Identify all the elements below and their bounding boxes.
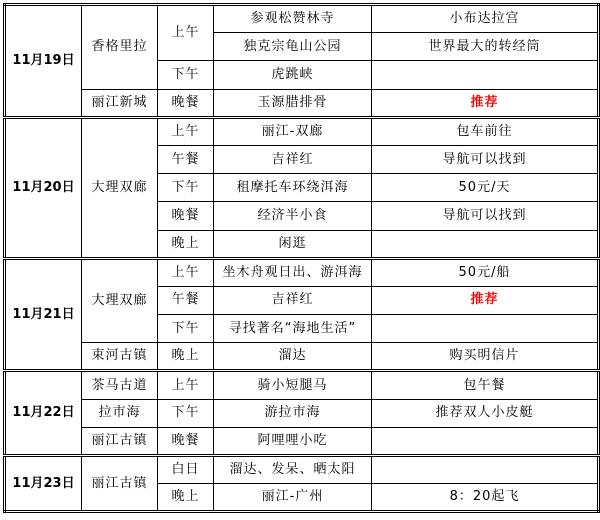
period-cell: 上午	[158, 117, 214, 145]
period-cell: 下午	[158, 174, 214, 202]
table-row	[5, 5, 599, 33]
activity-cell: 闲逛	[214, 230, 372, 258]
activity-cell: 独克宗龟山公园	[214, 33, 372, 61]
location-cell: 丽江新城	[82, 89, 158, 117]
activity-cell: 玉源腊排骨	[214, 89, 372, 117]
table-row	[5, 371, 599, 399]
activity-cell: 丽江-双廊	[214, 117, 372, 145]
period-cell: 上午	[158, 5, 214, 61]
table-row	[5, 343, 599, 371]
note-cell: 世界最大的转经筒	[372, 33, 599, 61]
note-cell	[372, 456, 599, 484]
activity-cell: 虎跳峡	[214, 61, 372, 89]
date-cell: 11月20日	[5, 117, 82, 258]
location-cell: 拉市海	[82, 399, 158, 427]
table-row	[5, 427, 599, 455]
activity-cell: 溜达、发呆、晒太阳	[214, 456, 372, 484]
period-cell: 上午	[158, 371, 214, 399]
activity-cell: 丽江-广州	[214, 484, 372, 512]
activity-cell: 租摩托车环绕洱海	[214, 174, 372, 202]
activity-cell: 吉祥红	[214, 145, 372, 173]
note-cell: 购买明信片	[372, 343, 599, 371]
activity-cell: 经济半小食	[214, 202, 372, 230]
note-cell	[372, 315, 599, 343]
period-cell: 下午	[158, 399, 214, 427]
note-cell: 导航可以找到	[372, 202, 599, 230]
activity-cell: 坐木舟观日出、游洱海	[214, 258, 372, 286]
date-cell: 11月19日	[5, 5, 82, 118]
location-cell: 大理双廊	[82, 117, 158, 258]
period-cell: 下午	[158, 61, 214, 89]
period-cell: 下午	[158, 315, 214, 343]
period-cell: 午餐	[158, 286, 214, 314]
note-cell: 8：20起飞	[372, 484, 599, 512]
period-cell: 午餐	[158, 145, 214, 173]
note-cell: 推荐	[372, 89, 599, 117]
activity-cell: 寻找著名“海地生活”	[214, 315, 372, 343]
activity-cell: 吉祥红	[214, 286, 372, 314]
table-row	[5, 258, 599, 286]
note-cell	[372, 230, 599, 258]
date-cell: 11月23日	[5, 456, 82, 512]
activity-cell: 游拉市海	[214, 399, 372, 427]
note-cell: 包车前往	[372, 117, 599, 145]
date-cell: 11月22日	[5, 371, 82, 456]
activity-cell: 阿哩哩小吃	[214, 427, 372, 455]
location-cell: 香格里拉	[82, 5, 158, 90]
location-cell: 大理双廊	[82, 258, 158, 343]
period-cell: 晚上	[158, 484, 214, 512]
note-cell: 推荐双人小皮艇	[372, 399, 599, 427]
note-cell	[372, 427, 599, 455]
note-cell: 50元/天	[372, 174, 599, 202]
period-cell: 晚餐	[158, 202, 214, 230]
note-cell: 50元/船	[372, 258, 599, 286]
note-cell: 导航可以找到	[372, 145, 599, 173]
period-cell: 晚上	[158, 230, 214, 258]
period-cell: 上午	[158, 258, 214, 286]
period-cell: 晚餐	[158, 89, 214, 117]
itinerary-table	[3, 3, 600, 513]
location-cell: 丽江古镇	[82, 427, 158, 455]
date-cell: 11月21日	[5, 258, 82, 371]
table-row	[5, 117, 599, 145]
note-cell: 包午餐	[372, 371, 599, 399]
table-row	[5, 89, 599, 117]
note-cell: 推荐	[372, 286, 599, 314]
table-row	[5, 399, 599, 427]
location-cell: 茶马古道	[82, 371, 158, 399]
activity-cell: 溜达	[214, 343, 372, 371]
period-cell: 白日	[158, 456, 214, 484]
period-cell: 晚上	[158, 343, 214, 371]
location-cell: 丽江古镇	[82, 456, 158, 512]
activity-cell: 参观松赞林寺	[214, 5, 372, 33]
table-row	[5, 456, 599, 484]
activity-cell: 骑小短腿马	[214, 371, 372, 399]
location-cell: 束河古镇	[82, 343, 158, 371]
note-cell	[372, 61, 599, 89]
period-cell: 晚餐	[158, 427, 214, 455]
note-cell: 小布达拉宫	[372, 5, 599, 33]
